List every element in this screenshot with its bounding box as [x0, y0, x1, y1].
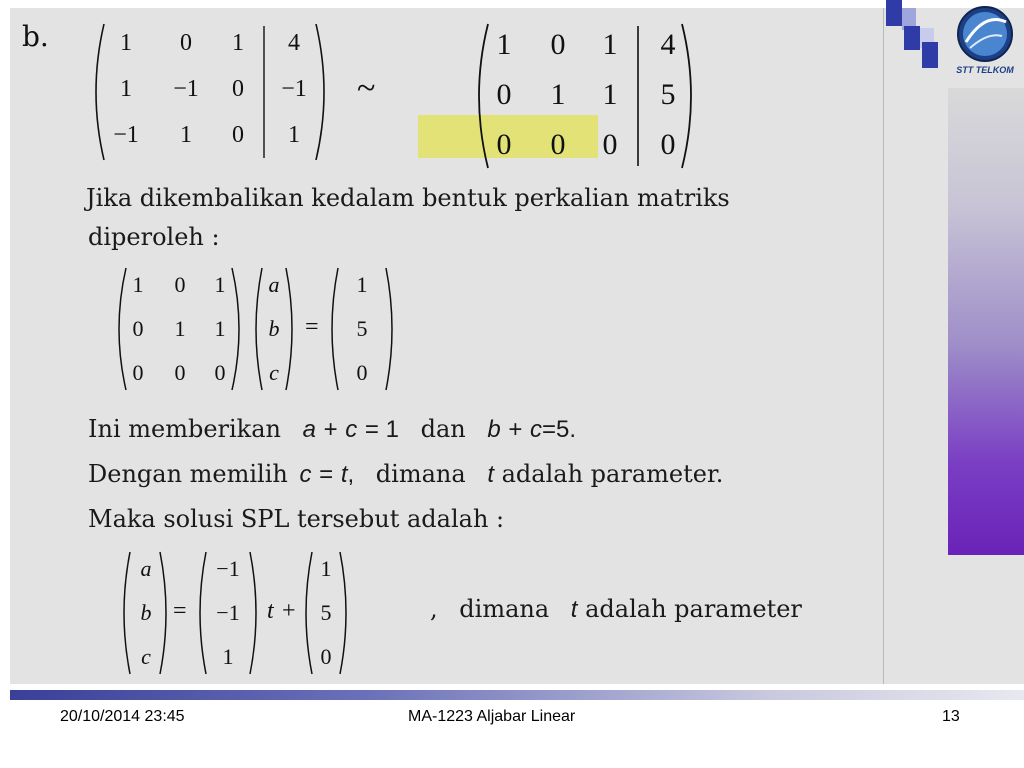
statement-parameter — [88, 459, 723, 490]
statement-solution-intro: Maka solusi SPL tersebut adalah : — [88, 505, 505, 533]
decor-square-5 — [922, 42, 938, 68]
matrix-cell: 0 — [660, 128, 676, 161]
matrix-cell: b — [140, 600, 152, 625]
matrix-cell: 1 — [602, 28, 618, 61]
matrix-cell: a — [140, 556, 152, 581]
matrix-cell: 0 — [174, 272, 186, 297]
matrix-cell: 1 — [120, 30, 132, 56]
matrix-cell: 1 — [132, 272, 144, 297]
note-suffix: adalah parameter — [585, 595, 802, 623]
matrix-cell: 0 — [356, 360, 368, 385]
coefficient-matrix — [114, 266, 244, 392]
matrix-cell: 0 — [132, 360, 144, 385]
var-c: c — [530, 416, 543, 443]
solution-variable-vector — [120, 550, 170, 676]
matrix-cell: 0 — [496, 128, 512, 161]
divider-line — [883, 8, 884, 684]
matrix-cell: −1 — [113, 122, 139, 148]
dimana-word: dimana — [459, 595, 550, 623]
matrix-cell: 5 — [356, 316, 368, 341]
matrix-cell: 1 — [180, 122, 192, 148]
matrix-cell: 0 — [232, 76, 244, 102]
institution-logo — [948, 2, 1022, 76]
statement-equations — [88, 414, 576, 445]
var-c: c — [345, 416, 358, 443]
equals-sign: = — [319, 461, 334, 488]
matrix-cell: a — [268, 272, 280, 297]
row-equivalence-symbol: ~ — [357, 70, 376, 107]
matrix-cell: −1 — [216, 600, 240, 625]
matrix-cell: 1 — [320, 556, 332, 581]
solution-particular-vector — [302, 550, 350, 676]
dimana-word: dimana — [375, 460, 466, 488]
matrix-cell: 0 — [214, 360, 226, 385]
augmented-matrix-original — [90, 22, 330, 162]
augmented-matrix-reduced — [472, 22, 698, 170]
statement-prefix: Ini memberikan — [88, 415, 281, 443]
conjunction: dan — [420, 415, 466, 443]
var-a: a — [302, 416, 316, 443]
matrix-cell: 0 — [602, 128, 618, 161]
matrix-cell: b — [268, 316, 280, 341]
matrix-cell: 1 — [174, 316, 186, 341]
equation-rhs: =5. — [542, 416, 577, 443]
matrix-cell: c — [269, 360, 279, 385]
item-label: b. — [22, 20, 49, 53]
matrix-cell: 4 — [288, 30, 300, 56]
matrix-cell: 4 — [660, 28, 676, 61]
matrix-cell: 0 — [180, 30, 192, 56]
matrix-cell: 1 — [602, 78, 618, 111]
matrix-cell: c — [141, 644, 151, 669]
matrix-cell: 1 — [120, 76, 132, 102]
matrix-cell: 1 — [550, 78, 566, 111]
equals-sign: = — [173, 598, 187, 624]
decorative-gradient-bar — [948, 88, 1024, 555]
matrix-cell: 0 — [320, 644, 332, 669]
matrix-cell: −1 — [173, 76, 199, 102]
matrix-cell: 0 — [174, 360, 186, 385]
matrix-cell: 1 — [356, 272, 368, 297]
matrix-cell: 0 — [132, 316, 144, 341]
logo-text: STT TELKOM — [956, 65, 1014, 75]
matrix-cell: 1 — [232, 30, 244, 56]
decor-square-1 — [886, 0, 902, 26]
statement-prefix: Dengan memilih — [88, 460, 288, 488]
matrix-cell: −1 — [281, 76, 307, 102]
equals-sign: = — [305, 314, 319, 340]
plus-sign: + — [323, 416, 338, 443]
matrix-cell: 1 — [222, 644, 234, 669]
footer-page-number: 13 — [942, 708, 960, 725]
plus-sign: + — [282, 598, 296, 624]
var-t: t — [570, 596, 578, 623]
variable-vector — [252, 266, 296, 392]
matrix-cell: −1 — [216, 556, 240, 581]
matrix-cell: 1 — [288, 122, 300, 148]
footer-course: MA-1223 Aljabar Linear — [408, 708, 576, 725]
statement-suffix: adalah parameter. — [501, 460, 724, 488]
matrix-cell: 1 — [214, 272, 226, 297]
comma: , — [347, 461, 355, 488]
matrix-cell: 0 — [496, 78, 512, 111]
matrix-cell: 0 — [232, 122, 244, 148]
matrix-cell: 5 — [660, 78, 676, 111]
var-c: c — [299, 461, 312, 488]
footer-band — [10, 690, 1024, 700]
var-t: t — [487, 461, 494, 488]
comma: , — [430, 595, 438, 623]
paragraph-line-1: Jika dikembalikan kedalam bentuk perkalian matriks — [86, 184, 730, 212]
matrix-cell: 5 — [320, 600, 332, 625]
plus-sign: + — [508, 416, 523, 443]
matrix-cell: 0 — [550, 128, 566, 161]
var-b: b — [487, 416, 501, 443]
matrix-cell: 0 — [550, 28, 566, 61]
matrix-cell: 1 — [214, 316, 226, 341]
var-t: t — [340, 461, 348, 488]
decor-square-3 — [904, 26, 920, 50]
solution-note — [430, 594, 802, 625]
paragraph-line-2: diperoleh : — [88, 223, 220, 251]
matrix-cell: 1 — [496, 28, 512, 61]
footer-date: 20/10/2014 23:45 — [60, 708, 185, 725]
solution-direction-vector — [196, 550, 260, 676]
rhs-vector — [328, 266, 398, 392]
equation-rhs: = 1 — [364, 416, 399, 443]
parameter-t: t — [267, 598, 274, 624]
